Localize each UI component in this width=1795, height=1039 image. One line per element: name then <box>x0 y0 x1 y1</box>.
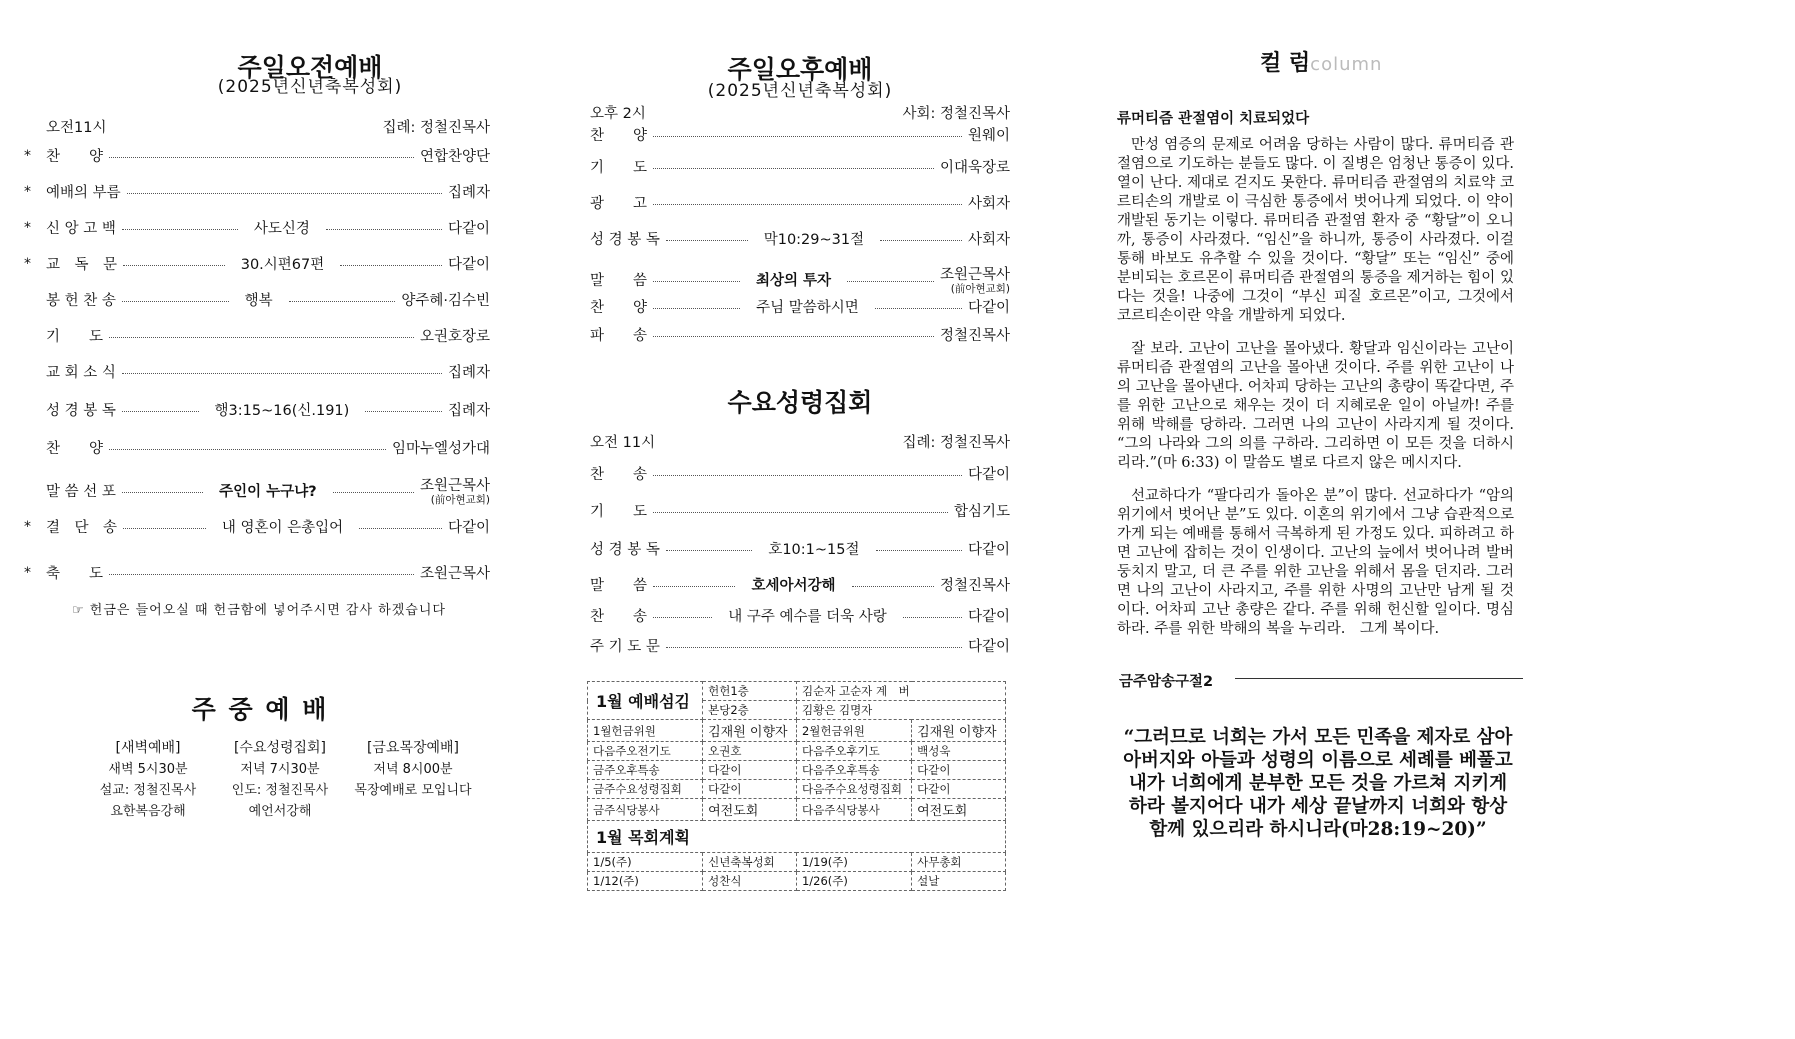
standing-mark: * <box>24 219 31 236</box>
schedule-cell: 다음주수요성령집회 <box>796 780 911 799</box>
order-item-detail: 행3:15~16(신.191) <box>214 403 350 419</box>
leader-dots <box>653 308 740 309</box>
order-item <box>590 296 1010 317</box>
order-item-person-name: 집례자 <box>447 185 490 201</box>
order-item <box>24 325 490 346</box>
morning-subtitle: (2025년신년축복성회) <box>217 77 403 97</box>
order-item-person <box>940 324 1010 345</box>
order-item <box>590 500 1010 521</box>
order-item-label: 찬 송 <box>590 467 648 483</box>
leader-dots <box>653 168 934 169</box>
article-paragraph: 잘 보라. 고난이 고난을 몰아냈다. 황달과 임신이라는 고난이 류머티즘 관절염의 고난을 몰아낸 것이다. 주를 위한 고난이 나의 고난을 몰아낸다. 어차피 당하는 고난의 총량이 똑같다면, 주를 위한 고난으로 채우는 것이 더 지혜로운 일이 아닐까! 주를 위해 박해를 당하라. 그러면 나의 고난이 사라지게 될 것이다. “그의 나라와 그의 의를 구하라. 그리하면 이 모든 것을 더하시리라.”(마 6:33) 이 말씀도 별로 다르지 않은 메시지다. <box>1117 341 1514 471</box>
leader-dots <box>109 337 414 338</box>
order-item-person <box>968 463 1010 484</box>
leader-dots <box>122 373 442 374</box>
order-item-detail: 막10:29~31절 <box>763 232 865 248</box>
leader-dots <box>109 157 414 158</box>
order-item <box>24 437 490 458</box>
wednesday-title: 수요성령집회 <box>727 388 873 417</box>
order-item-person <box>448 516 490 537</box>
order-item-person <box>448 181 490 202</box>
schedule-heading: 1월 예배섬김 <box>588 682 703 720</box>
order-item-label: 찬 양 <box>590 128 648 144</box>
plan-row <box>588 872 1006 891</box>
morning-title: 주일오전예배 <box>237 53 383 82</box>
weekday-service-name: [수요성령집회] <box>233 740 327 756</box>
weekday-service-name: [금요목장예배] <box>366 740 460 756</box>
weekday-service-leader: 목장예배로 모입니다 <box>354 783 472 798</box>
weekday-service-time: 저녁 8시00분 <box>373 762 453 777</box>
order-item-person-name: 조원근목사 <box>939 267 1010 283</box>
order-item-label: 축 도 <box>46 566 104 582</box>
leader-dots <box>359 528 442 529</box>
weekday-service <box>215 738 345 822</box>
order-item-person-name: 사회자 <box>967 232 1011 248</box>
order-item-detail: 내 영혼이 은총입어 <box>221 520 344 536</box>
leader-dots <box>109 574 414 575</box>
schedule-cell: 오권호 <box>703 742 797 761</box>
leader-dots <box>852 586 934 587</box>
order-item-person-name: 양주혜·김수빈 <box>401 293 490 309</box>
article-paragraph: 만성 염증의 문제로 어려움 당하는 사람이 많다. 류머티즘 관절염으로 기도하는 분들도 많다. 이 질병은 엄청난 통증이 있다. 열이 난다. 제대로 걷지도 못한다. 류머티즘 관절염의 치료약 코르티손의 개발로 이 극심한 통증에서 벗어나게 되었다. 이 약이 개발된 동기는 이렇다. 류머티즘 관절염 환자 중 “황달”이 오니까, 통증이 사라졌다. “임신”을 하니까, 통증이 사라졌다. 이걸 통해 바보도 유추할 수 있을 것이다. “황달” 또는 “임신” 중에 분비되는 호르몬이 류머티즘 관절염의 통증을 제거하는 힘이 있다는 것을! 나중에 그것이 “부신 피질 호르몬”이고, 그것에서 코르티손이란 약을 개발하게 되었다. <box>1117 137 1514 324</box>
weekday-service-topic: 예언서강해 <box>248 804 312 819</box>
order-item-person <box>420 562 490 583</box>
order-item-person-name: 집례자 <box>447 403 491 419</box>
order-item-label: 기 도 <box>590 160 648 176</box>
order-item <box>24 253 490 274</box>
leader-dots <box>653 281 740 282</box>
leader-dots <box>880 240 962 241</box>
order-item <box>590 124 1010 145</box>
schedule-cell: 김재원 이향자 <box>912 720 1006 742</box>
order-item-person <box>401 289 490 310</box>
order-item-label: 결 단 송 <box>46 520 118 536</box>
schedule-row <box>588 780 1006 799</box>
schedule-row <box>588 761 1006 780</box>
order-item-person <box>968 635 1010 656</box>
order-item <box>590 324 1010 345</box>
schedule-row <box>588 742 1006 761</box>
schedule-cell: 김황은 김명자 <box>796 701 1005 720</box>
schedule-cell: 김순자 고순자 계 버 <box>796 682 1005 701</box>
column-article <box>1117 136 1514 653</box>
order-item-detail: 호10:1~15절 <box>768 542 860 558</box>
schedule-cell: 다같이 <box>703 780 797 799</box>
order-item-detail: 최상의 투자 <box>755 272 832 289</box>
plan-cell: 1/5(주) <box>588 853 703 872</box>
order-item-label: 찬 양 <box>590 300 648 316</box>
standing-mark: * <box>24 147 31 164</box>
leader-dots <box>876 550 962 551</box>
plan-cell: 성찬식 <box>703 872 797 891</box>
memory-verse-title: 금주암송구절2 <box>1119 674 1214 690</box>
schedule-cell: 여전도회 <box>703 799 797 821</box>
schedule-cell: 다같이 <box>912 780 1006 799</box>
service-schedule-table <box>587 681 1006 891</box>
order-item-label: 교 독 문 <box>46 257 118 273</box>
order-item-label: 파 송 <box>590 328 648 344</box>
order-item-person <box>940 574 1010 595</box>
order-item-detail: 호세아서강해 <box>751 578 836 594</box>
order-item <box>590 192 1010 213</box>
memory-verse-text: “그러므로 너희는 가서 모든 민족을 제자로 삼아 아버지와 아들과 성령의 이름으로 세례를 베풀고 내가 너희에게 분부한 모든 것을 가르쳐 지키게 하라 볼지어다 내가 세상 끝날까지 너희와 항상 함께 있으리라 하시니라(마28:19~20)” <box>1123 727 1513 840</box>
order-item-label: 주 기 도 문 <box>590 639 660 655</box>
schedule-cell: 김재원 이향자 <box>703 720 797 742</box>
standing-mark: * <box>24 518 31 535</box>
order-item-person-name: 다같이 <box>967 639 1010 655</box>
order-item-person <box>968 124 1010 145</box>
afternoon-time: 오후 2시 <box>590 106 646 122</box>
leader-dots <box>122 492 203 493</box>
leader-dots <box>653 617 712 618</box>
order-item <box>590 156 1010 177</box>
order-item-detail: 30.시편67편 <box>240 257 325 273</box>
order-item-person <box>968 605 1010 626</box>
weekday-title: 주 중 예 배 <box>191 695 329 724</box>
leader-dots <box>123 528 206 529</box>
schedule-row <box>588 720 1006 742</box>
order-item <box>590 263 1010 295</box>
order-item-person-name: 조원근목사 <box>419 566 490 582</box>
order-item-label: 교 회 소 식 <box>46 365 116 381</box>
standing-mark: * <box>24 255 31 272</box>
order-item <box>590 463 1010 484</box>
order-item-person <box>968 296 1010 317</box>
order-item-label: 말 씀 <box>590 272 648 289</box>
leader-dots <box>333 492 414 493</box>
order-item-label: 말 씀 <box>590 578 648 594</box>
schedule-cell: 금주식당봉사 <box>588 799 703 821</box>
leader-dots <box>340 265 442 266</box>
standing-mark: * <box>24 564 31 581</box>
weekday-service-time: 저녁 7시30분 <box>240 762 320 777</box>
weekday-service <box>83 738 213 822</box>
order-item <box>24 361 490 382</box>
plan-row <box>588 853 1006 872</box>
order-item <box>24 289 490 310</box>
weekday-service-topic: 요한복음강해 <box>110 804 186 819</box>
order-item-person <box>968 192 1010 213</box>
order-item-person <box>448 217 490 238</box>
order-item <box>24 181 490 202</box>
morning-time: 오전11시 <box>46 120 107 136</box>
order-item-label: 성 경 봉 독 <box>590 232 660 248</box>
afternoon-leader: 사회: 정철진목사 <box>902 106 1010 122</box>
order-item-person <box>968 228 1010 249</box>
order-item-label: 기 도 <box>590 504 648 520</box>
schedule-cell: 백성욱 <box>912 742 1006 761</box>
order-item-person-name: 다같이 <box>447 257 490 273</box>
order-item-person <box>420 145 490 166</box>
plan-cell: 1/12(주) <box>588 872 703 891</box>
order-item-person-name: 오권호장로 <box>419 329 490 345</box>
schedule-cell: 여전도회 <box>912 799 1006 821</box>
leader-dots <box>122 229 238 230</box>
weekday-service-time: 새벽 5시30분 <box>108 762 188 777</box>
order-item-label: 찬 양 <box>46 441 104 457</box>
order-item-label: 광 고 <box>590 196 648 212</box>
order-item-person <box>968 538 1010 559</box>
order-item-label: 봉 헌 찬 송 <box>46 293 116 309</box>
order-item-person-name: 원웨이 <box>967 128 1010 144</box>
order-item-detail: 주님 말씀하시면 <box>756 300 859 316</box>
schedule-cell: 다음주오후특송 <box>796 761 911 780</box>
order-item-person-name: 다같이 <box>967 467 1010 483</box>
schedule-cell: 2월헌금위원 <box>796 720 911 742</box>
order-item-person <box>940 156 1010 177</box>
order-item-label: 성 경 봉 독 <box>590 542 660 558</box>
leader-dots <box>666 647 962 648</box>
leader-dots <box>666 550 752 551</box>
order-item-label: 말 씀 선 포 <box>46 483 116 500</box>
order-item <box>590 538 1010 559</box>
order-item-note: (前아현교회) <box>430 494 491 506</box>
order-item-person-name: 사회자 <box>967 196 1010 212</box>
column-headline: 류머티즘 관절염이 치료되었다 <box>1117 110 1310 127</box>
leader-dots <box>653 336 934 337</box>
order-item-detail: 사도신경 <box>253 221 310 237</box>
order-item-person-name: 조원근목사 <box>419 478 491 494</box>
leader-dots <box>903 617 962 618</box>
order-item-person-name: 합심기도 <box>953 504 1010 520</box>
order-item-label: 신 앙 고 백 <box>46 221 116 237</box>
order-item-person <box>448 361 490 382</box>
order-item-label: 찬 송 <box>590 609 648 625</box>
plan-cell: 1/26(주) <box>796 872 911 891</box>
order-item-label: 찬 양 <box>46 149 104 165</box>
order-item-person-name: 다같이 <box>447 221 491 237</box>
afternoon-subtitle: (2025년신년축복성회) <box>707 81 893 101</box>
order-item <box>24 217 490 238</box>
order-item <box>24 145 490 166</box>
article-paragraph: 선교하다가 “팔다리가 돌아온 분”이 많다. 선교하다가 “암의 위기에서 벗어난 분”도 있다. 이혼의 위기에서 그냥 습관적으로 가게 되는 예배를 통해서 극복하게 된 가정도 있다. 피하려고 하면 고난에 잡히는 것이 인생이다. 고난의 늪에서 벗어나려 발버둥치지 말고, 더 큰 주를 위한 고난을 위해서 몸을 던지라. 그러면 나의 고난이 사라지고, 주를 위한 사명의 고난만 남게 될 것이다. 어차피 고난 총량은 같다. 주를 위해 헌신할 일이다. 명심하라. 주를 위한 박해의 복을 누리라. 그게 복이다. <box>1117 488 1514 637</box>
leader-dots <box>122 301 229 302</box>
order-item-person <box>940 263 1010 295</box>
schedule-cell: 금주수요성령집회 <box>588 780 703 799</box>
leader-dots <box>326 229 442 230</box>
wednesday-time: 오전 11시 <box>590 435 656 451</box>
schedule-cell: 다음주오전기도 <box>588 742 703 761</box>
order-item <box>590 574 1010 595</box>
wednesday-leader: 집례: 정철진목사 <box>902 435 1010 451</box>
plan-cell: 사무총회 <box>912 853 1006 872</box>
schedule-cell: 헌헌1층 <box>703 682 797 701</box>
standing-mark: * <box>24 183 31 200</box>
order-item-person-name: 다같이 <box>967 542 1011 558</box>
order-item-person <box>420 474 490 506</box>
morning-offering-notice: ☞ 헌금은 들어오실 때 헌금함에 넣어주시면 감사 하겠습니다 <box>72 603 446 618</box>
column-title <box>1260 46 1382 77</box>
schedule-cell: 1월헌금위원 <box>588 720 703 742</box>
order-item-person <box>448 399 490 420</box>
plan-cell: 신년축복성회 <box>703 853 797 872</box>
leader-dots <box>122 411 199 412</box>
order-item-person-name: 임마누엘성가대 <box>391 441 490 457</box>
order-item-person-name: 연합찬양단 <box>419 149 490 165</box>
schedule-row <box>588 799 1006 821</box>
order-item <box>24 474 490 506</box>
schedule-cell: 금주오후특송 <box>588 761 703 780</box>
weekday-service-leader: 인도: 정철진목사 <box>231 783 329 798</box>
leader-dots <box>653 136 962 137</box>
schedule-cell: 다음주오후기도 <box>796 742 911 761</box>
order-item-person-name: 다같이 <box>967 609 1010 625</box>
weekday-service-name: [새벽예배] <box>115 740 181 756</box>
plan-heading: 1월 목회계획 <box>588 821 1006 853</box>
leader-dots <box>653 475 962 476</box>
leader-dots <box>653 586 735 587</box>
order-item <box>24 562 490 583</box>
order-item-person <box>954 500 1010 521</box>
order-item-person <box>420 325 490 346</box>
leader-dots <box>109 449 386 450</box>
weekday-service-leader: 설교: 정철진목사 <box>99 783 197 798</box>
order-item <box>24 516 490 537</box>
leader-dots <box>666 240 748 241</box>
memory-verse-rule <box>1235 678 1523 679</box>
order-item-note: (前아현교회) <box>950 283 1010 295</box>
order-item-person <box>448 253 490 274</box>
leader-dots <box>847 281 934 282</box>
order-item-person-name: 정철진목사 <box>939 578 1011 594</box>
column-title-en: column <box>1310 54 1383 75</box>
schedule-cell: 본당2층 <box>703 701 797 720</box>
order-item-label: 예배의 부름 <box>46 185 121 201</box>
order-item <box>590 605 1010 626</box>
order-item-label: 기 도 <box>46 329 104 345</box>
leader-dots <box>875 308 962 309</box>
schedule-cell: 다같이 <box>912 761 1006 780</box>
order-item-person-name: 이대욱장로 <box>939 160 1010 176</box>
leader-dots <box>653 204 962 205</box>
order-item <box>590 228 1010 249</box>
leader-dots <box>127 193 442 194</box>
order-item-person-name: 다같이 <box>967 300 1010 316</box>
schedule-cell: 다같이 <box>703 761 797 780</box>
leader-dots <box>289 301 396 302</box>
order-item <box>24 399 490 420</box>
order-item-label: 성 경 봉 독 <box>46 403 116 419</box>
schedule-cell: 다음주식당봉사 <box>796 799 911 821</box>
order-item-detail: 주인이 누구냐? <box>219 483 317 500</box>
order-item-person-name: 다같이 <box>447 520 490 536</box>
order-item-person <box>392 437 490 458</box>
plan-cell: 1/19(주) <box>796 853 911 872</box>
order-item-person-name: 정철진목사 <box>939 328 1010 344</box>
leader-dots <box>123 265 225 266</box>
column-title-ko: 컬 럼 <box>1260 51 1311 76</box>
order-item-person-name: 집례자 <box>447 365 490 381</box>
order-item <box>590 635 1010 656</box>
afternoon-title: 주일오후예배 <box>727 55 873 84</box>
leader-dots <box>653 512 948 513</box>
order-item-detail: 내 구주 예수를 더욱 사랑 <box>728 609 887 625</box>
leader-dots <box>365 411 442 412</box>
morning-leader: 집례: 정철진목사 <box>382 120 490 136</box>
order-item-detail: 행복 <box>244 293 273 309</box>
weekday-service <box>348 738 478 801</box>
plan-cell: 설날 <box>912 872 1006 891</box>
